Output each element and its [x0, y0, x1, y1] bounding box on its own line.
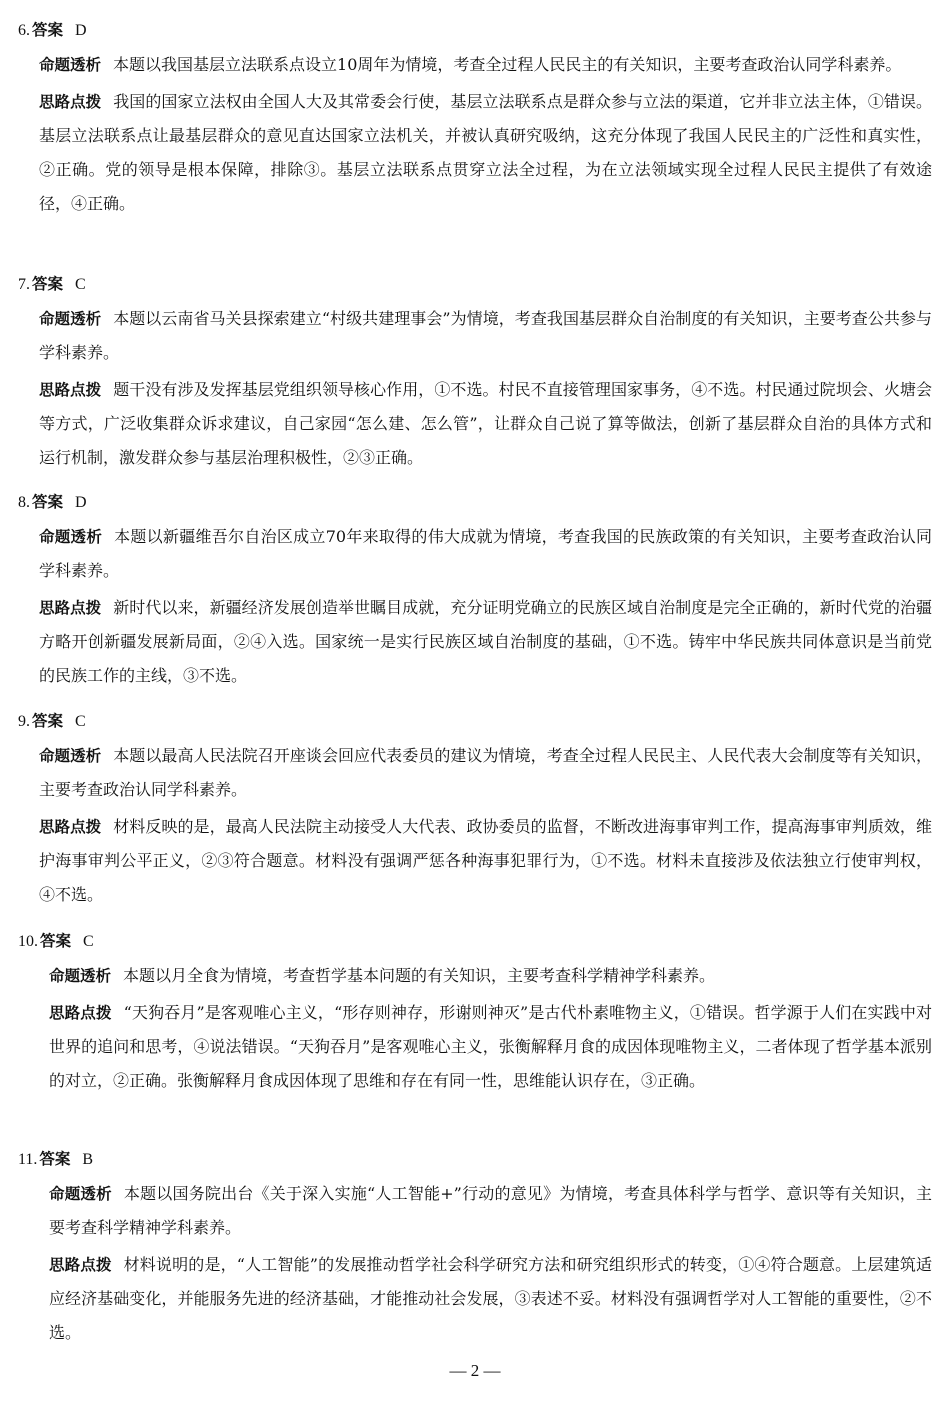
analysis-section [39, 85, 932, 221]
intent-section [39, 48, 932, 82]
analysis-label: 思路点拨 [49, 1256, 112, 1274]
intent-section [39, 520, 932, 588]
intent-label: 命题透析 [39, 56, 102, 74]
intent-label: 命题透析 [39, 310, 102, 328]
analysis-section [49, 1248, 932, 1350]
question-9 [18, 709, 932, 915]
intent-label: 命题透析 [39, 528, 103, 546]
analysis-section [49, 996, 932, 1098]
question-10 [18, 929, 932, 1101]
analysis-text: 材料反映的是，最高人民法院主动接受人大代表、政协委员的监督，不断改进海事审判工作，提高海事审判质效，维护海事审判公平正义，②③符合题意。材料没有强调严惩各种海事犯罪行为，①不选。材料未直接涉及依法独立行使审判权，④不选。 [39, 817, 932, 904]
analysis-label: 思路点拨 [39, 93, 102, 111]
answer-value: C [75, 276, 86, 293]
answer-label: 答案 [40, 932, 72, 950]
analysis-label: 思路点拨 [49, 1004, 112, 1022]
question-header [18, 1147, 932, 1177]
intent-text: 本题以最高人民法院召开座谈会回应代表委员的建议为情境，考查全过程人民民主、人民代表大会制度等有关知识，主要考查政治认同学科素养。 [39, 746, 932, 799]
intent-section [39, 302, 932, 370]
answer-label: 答案 [39, 1150, 71, 1168]
analysis-section [39, 810, 932, 912]
analysis-label: 思路点拨 [39, 818, 102, 836]
question-number: 11. [18, 1151, 38, 1168]
intent-text: 本题以新疆维吾尔自治区成立70年来取得的伟大成就为情境，考查我国的民族政策的有关知识，主要考查政治认同学科素养。 [39, 527, 932, 580]
question-header [18, 709, 932, 739]
question-number: 8. [18, 494, 30, 511]
answer-value: D [75, 494, 87, 511]
question-number: 6. [18, 22, 30, 39]
answer-value: C [75, 713, 86, 730]
question-6 [18, 18, 932, 224]
question-number: 9. [18, 713, 30, 730]
analysis-text: 材料说明的是，“人工智能”的发展推动哲学社会科学研究方法和研究组织形式的转变，①④符合题意。上层建筑适应经济基础变化，并能服务先进的经济基础，才能推动社会发展，③表述不妥。材料没有强调哲学对人工智能的重要性，②不选。 [49, 1255, 932, 1342]
analysis-label: 思路点拨 [39, 599, 102, 617]
intent-text: 本题以我国基层立法联系点设立10周年为情境，考查全过程人民民主的有关知识，主要考查政治认同学科素养。 [113, 55, 902, 74]
answer-value: D [75, 22, 87, 39]
question-header [18, 18, 932, 48]
answer-value: B [82, 1151, 94, 1168]
analysis-text: 题干没有涉及发挥基层党组织领导核心作用，①不选。村民不直接管理国家事务，④不选。村民通过院坝会、火塘会等方式，广泛收集群众诉求建议，自己家园“怎么建、怎么管”，让群众自己说了算等做法，创新了基层群众自治的具体方式和运行机制，激发群众参与基层治理积极性，②③正确。 [39, 380, 932, 467]
answer-label: 答案 [32, 712, 64, 730]
intent-section [49, 959, 932, 993]
analysis-text: 新时代以来，新疆经济发展创造举世瞩目成就，充分证明党确立的民族区域自治制度是完全正确的，新时代党的治疆方略开创新疆发展新局面，②④入选。国家统一是实行民族区域自治制度的基础，①不选。铸牢中华民族共同体意识是当前党的民族工作的主线，③不选。 [39, 598, 932, 685]
question-7 [18, 272, 932, 478]
intent-label: 命题透析 [39, 747, 102, 765]
intent-text: 本题以国务院出台《关于深入实施“人工智能+”行动的意见》为情境，考查具体科学与哲学、意识等有关知识，主要考查科学精神学科素养。 [49, 1184, 932, 1237]
question-header [18, 272, 932, 302]
intent-label: 命题透析 [49, 1185, 112, 1203]
analysis-section [39, 373, 932, 475]
answer-value: C [83, 933, 94, 950]
intent-section [49, 1177, 932, 1245]
analysis-label: 思路点拨 [39, 381, 102, 399]
intent-section [39, 739, 932, 807]
question-number: 10. [18, 933, 38, 950]
analysis-section [39, 591, 932, 693]
intent-text: 本题以月全食为情境，考查哲学基本问题的有关知识，主要考查科学精神学科素养。 [123, 966, 716, 985]
analysis-text: 我国的国家立法权由全国人大及其常委会行使，基层立法联系点是群众参与立法的渠道，它并非立法主体，①错误。基层立法联系点让最基层群众的意见直达国家立法机关，并被认真研究吸纳，这充分体现了我国人民民主的广泛性和真实性，②正确。党的领导是根本保障，排除③。基层立法联系点贯穿立法全过程，为在立法领域实现全过程人民民主提供了有效途径，④正确。 [39, 92, 932, 213]
answer-label: 答案 [32, 21, 64, 39]
question-8 [18, 490, 932, 696]
answer-label: 答案 [32, 493, 64, 511]
question-number: 7. [18, 276, 30, 293]
question-header [18, 929, 932, 959]
question-header [18, 490, 932, 520]
intent-label: 命题透析 [49, 967, 112, 985]
analysis-text: “天狗吞月”是客观唯心主义，“形存则神存，形谢则神灭”是古代朴素唯物主义，①错误。哲学源于人们在实践中对世界的追问和思考，④说法错误。“天狗吞月”是客观唯心主义，张衡解释月食的成因体现唯物主义，二者体现了哲学基本派别的对立，②正确。张衡解释月食成因体现了思维和存在有同一性，思维能认识存在，③正确。 [49, 1003, 932, 1090]
page-number: — 2 — [449, 1361, 501, 1380]
intent-text: 本题以云南省马关县探索建立“村级共建理事会”为情境，考查我国基层群众自治制度的有关知识，主要考查公共参与学科素养。 [39, 309, 932, 362]
question-11 [18, 1147, 932, 1353]
answer-label: 答案 [32, 275, 64, 293]
